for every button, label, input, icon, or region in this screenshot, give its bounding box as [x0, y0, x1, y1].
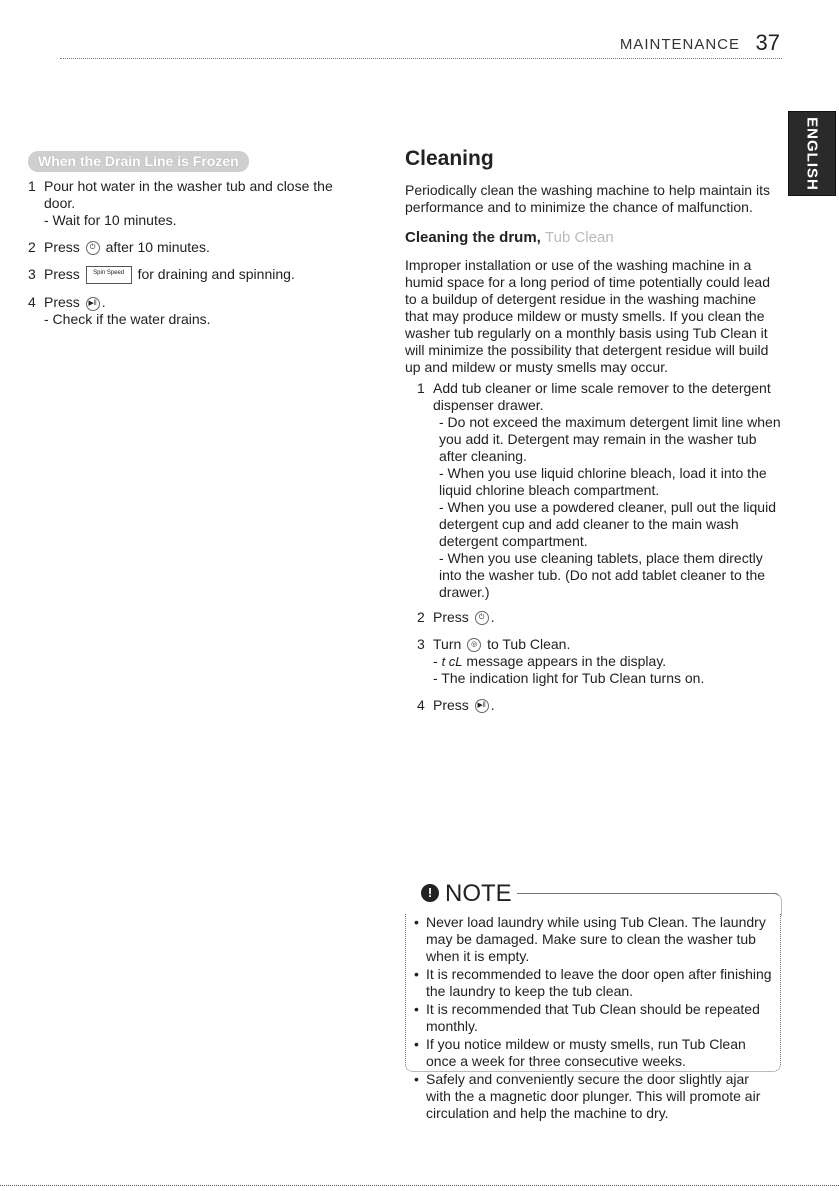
list-item: 1 Pour hot water in the washer tub and close the door. - Wait for 10 minutes. [16, 178, 356, 229]
cleaning-section [405, 147, 783, 724]
list-item: 3 Press Spin Speed for draining and spinning. [16, 266, 356, 284]
step-sub: - Check if the water drains. [44, 311, 211, 328]
cleaning-title: Cleaning [405, 147, 494, 170]
note-header [405, 880, 783, 916]
cleaning-intro: Periodically clean the washing machine to help maintain its performance and to minimize the chance of malfunction. [405, 182, 770, 215]
list-item: 4 Press ▶‖ . [417, 697, 495, 713]
step-sub: - Wait for 10 minutes. [44, 212, 177, 228]
list-item: • Safely and conveniently secure the door slightly ajar with the a magnetic door plunger. This will promote air circulation and help the machine to dry. [414, 1071, 776, 1122]
list-item: • It is recommended to leave the door open after finishing the laundry to keep the tub clean. [414, 966, 776, 1000]
list-item: 2 Press ⏻ after 10 minutes. [28, 239, 210, 255]
page-number: 37 [755, 30, 780, 55]
display-code: t cL [441, 654, 463, 669]
cleaning-drum-heading: Cleaning the drum, Tub Clean [405, 229, 614, 246]
list-item: • If you notice mildew or musty smells, run Tub Clean once a week for three consecutive weeks. [414, 1036, 776, 1070]
note-body [414, 914, 776, 1123]
page-footer-rule [0, 1185, 839, 1186]
language-tab [788, 111, 836, 196]
power-icon: ⏻ [86, 241, 100, 255]
language-label: ENGLISH [803, 116, 821, 191]
start-pause-icon: ▶‖ [475, 699, 489, 713]
list-item: 4 Press ▶‖ . - Check if the water drains. [16, 294, 356, 328]
list-item: 1 Add tub cleaner or lime scale remover to the detergent dispenser drawer. - Do not exceed the maximum detergent limit line when you add it. Detergent may remain in the washer tub after cleaning. - When you use liquid chlorine bleach, load it into the liquid chlorine bleach compartment. - When you use a powdered cleaner, pull out the liquid detergent cup and add cleaner to the main wash detergent compartment. - When you use cleaning tablets, place them directly into the washer tub. (Do not add tablet cleaner to the drawer.) [417, 380, 781, 600]
list-item: • It is recommended that Tub Clean should be repeated monthly. [414, 1001, 776, 1035]
list-item: 2 Press ⏻ . [417, 609, 495, 625]
section-title: MAINTENANCE [619, 36, 740, 53]
page-header [60, 32, 782, 59]
cleaning-body: Improper installation or use of the washing machine in a humid space for a long period of time potentially could lead to a buildup of detergent residue in the washing machine that may produce mildew or musty smells. If you clean the washer tub regularly on a monthly basis using Tub Clean it will minimize the possibility that detergent residue will build up and mildew or musty smells may occur. [405, 257, 770, 375]
start-pause-icon: ▶‖ [86, 297, 100, 311]
list-item: • Never load laundry while using Tub Clean. The laundry may be damaged. Make sure to clean the washer tub when it is empty. [414, 914, 776, 965]
list-item: 3 Turn ◎ to Tub Clean. - t cL message appears in the display. - The indication light for Tub Clean turns on. [417, 636, 705, 686]
note-title: NOTE [445, 880, 512, 907]
step-text: Pour hot water in the washer tub and close the door. [44, 178, 333, 211]
frozen-drain-section [16, 151, 356, 338]
info-icon: ! [421, 884, 439, 902]
spin-speed-button-icon: Spin Speed [86, 266, 132, 284]
frozen-drain-steps [16, 178, 356, 328]
power-icon: ⏻ [475, 611, 489, 625]
tub-clean-steps [405, 380, 783, 714]
program-knob-icon: ◎ [467, 638, 481, 652]
frozen-drain-heading: When the Drain Line is Frozen [28, 151, 249, 172]
